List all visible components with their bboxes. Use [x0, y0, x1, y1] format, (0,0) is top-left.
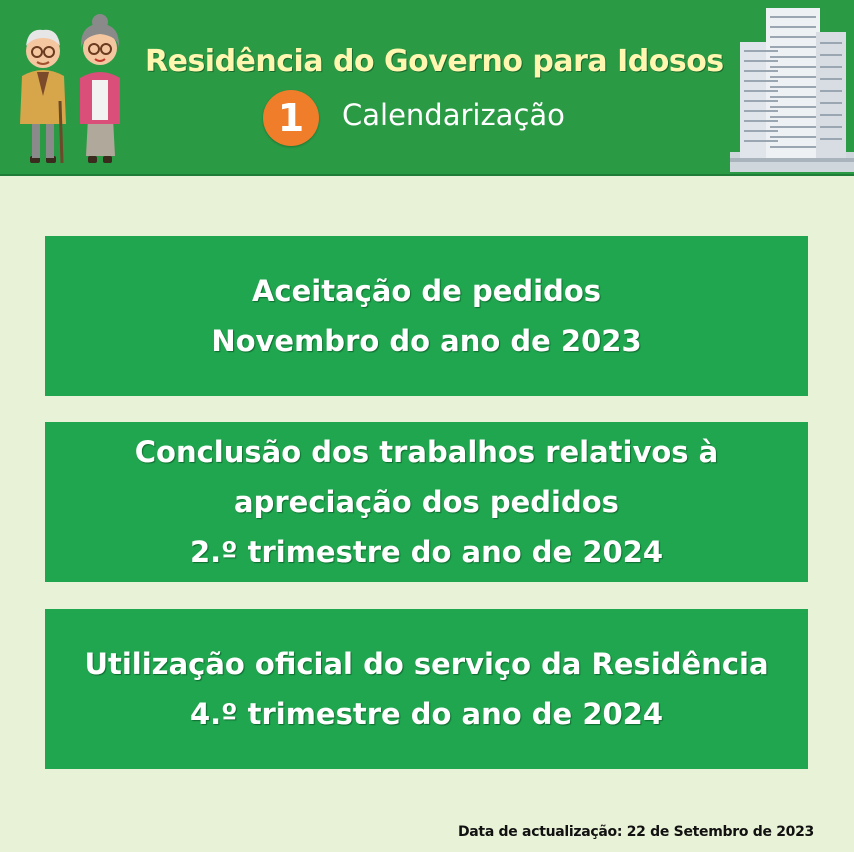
- card-heading: Utilização oficial do serviço da Residência: [84, 647, 769, 681]
- schedule-card-applications: [45, 236, 808, 396]
- card-date: 4.º trimestre do ano de 2024: [189, 697, 664, 731]
- schedule-card-service-start: [45, 609, 808, 769]
- elderly-couple-illustration: [8, 6, 133, 168]
- card-date: 2.º trimestre do ano de 2024: [189, 535, 664, 569]
- residential-tower-illustration: [730, 2, 854, 172]
- step-number-badge: 1: [263, 90, 319, 146]
- header-banner: [0, 0, 854, 176]
- update-date: Data de actualização: 22 de Setembro de 2023: [457, 824, 814, 840]
- card-heading: Conclusão dos trabalhos relativos à: [134, 435, 719, 469]
- card-date: Novembro do ano de 2023: [211, 324, 642, 358]
- schedule-card-assessment: [45, 422, 808, 582]
- page-title: Residência do Governo para Idosos: [145, 44, 724, 79]
- card-heading-cont: apreciação dos pedidos: [234, 485, 619, 519]
- section-subtitle: Calendarização: [342, 98, 565, 132]
- card-heading: Aceitação de pedidos: [251, 274, 602, 308]
